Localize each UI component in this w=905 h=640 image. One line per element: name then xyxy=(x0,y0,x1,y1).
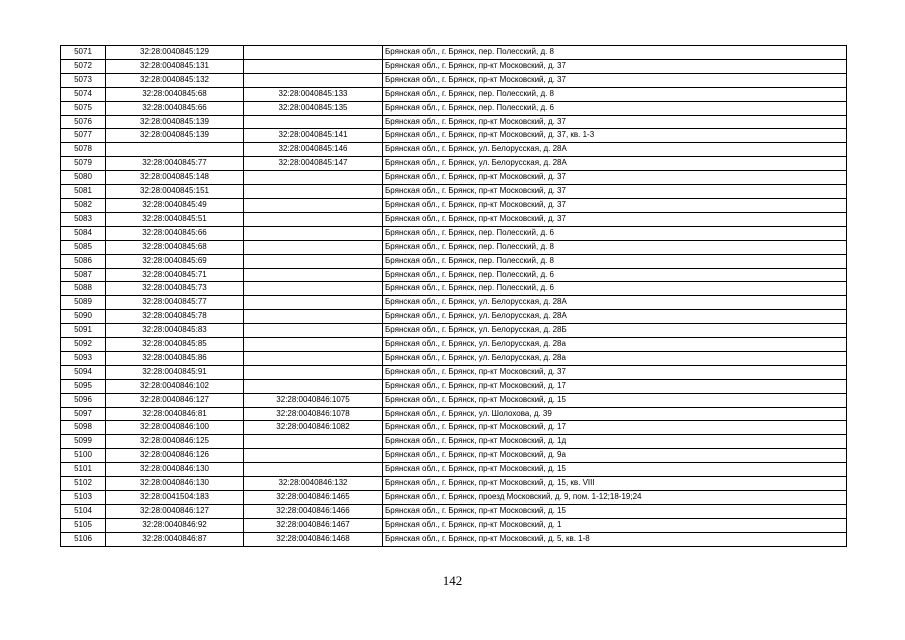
cadastral-number-cell: 32:28:0040845:86 xyxy=(106,351,244,365)
address-cell: Брянская обл., г. Брянск, ул. Белорусская, д. 28А xyxy=(383,310,847,324)
row-number-cell: 5095 xyxy=(61,379,106,393)
cadastral-number-cell: 32:28:0040845:73 xyxy=(106,282,244,296)
cadastral-number-cell: 32:28:0040845:68 xyxy=(106,240,244,254)
related-cadastral-number-cell: 32:28:0040845:147 xyxy=(244,157,383,171)
cadastral-number-cell: 32:28:0040846:100 xyxy=(106,421,244,435)
row-number-cell: 5078 xyxy=(61,143,106,157)
related-cadastral-number-cell xyxy=(244,254,383,268)
cadastral-number-cell: 32:28:0040846:127 xyxy=(106,504,244,518)
row-number-cell: 5103 xyxy=(61,491,106,505)
related-cadastral-number-cell: 32:28:0040846:1465 xyxy=(244,491,383,505)
address-cell: Брянская обл., г. Брянск, ул. Белорусская, д. 28А xyxy=(383,157,847,171)
row-number-cell: 5080 xyxy=(61,171,106,185)
related-cadastral-number-cell xyxy=(244,351,383,365)
cadastral-number-cell: 32:28:0040845:71 xyxy=(106,268,244,282)
related-cadastral-number-cell xyxy=(244,379,383,393)
address-cell: Брянская обл., г. Брянск, пер. Полесский, д. 6 xyxy=(383,226,847,240)
address-cell: Брянская обл., г. Брянск, пр-кт Московский, д. 5, кв. 1-8 xyxy=(383,532,847,546)
row-number-cell: 5092 xyxy=(61,338,106,352)
related-cadastral-number-cell: 32:28:0040846:1466 xyxy=(244,504,383,518)
table-row xyxy=(61,101,847,115)
cadastral-number-cell: 32:28:0040845:77 xyxy=(106,296,244,310)
address-cell: Брянская обл., г. Брянск, ул. Белорусская, д. 28а xyxy=(383,351,847,365)
related-cadastral-number-cell xyxy=(244,185,383,199)
row-number-cell: 5076 xyxy=(61,115,106,129)
table-row xyxy=(61,421,847,435)
address-cell: Брянская обл., г. Брянск, пр-кт Московский, д. 37 xyxy=(383,73,847,87)
related-cadastral-number-cell xyxy=(244,268,383,282)
address-cell: Брянская обл., г. Брянск, пр-кт Московский, д. 37 xyxy=(383,198,847,212)
related-cadastral-number-cell xyxy=(244,296,383,310)
cadastral-number-cell: 32:28:0040845:139 xyxy=(106,115,244,129)
cadastral-number-cell: 32:28:0040845:132 xyxy=(106,73,244,87)
address-cell: Брянская обл., г. Брянск, пер. Полесский, д. 8 xyxy=(383,240,847,254)
cadastral-number-cell: 32:28:0040846:102 xyxy=(106,379,244,393)
table-row xyxy=(61,338,847,352)
table-row xyxy=(61,129,847,143)
related-cadastral-number-cell: 32:28:0040846:1082 xyxy=(244,421,383,435)
table-row xyxy=(61,532,847,546)
cadastral-number-cell: 32:28:0040845:69 xyxy=(106,254,244,268)
cadastral-number-cell: 32:28:0040846:130 xyxy=(106,477,244,491)
table-row xyxy=(61,87,847,101)
cadastral-number-cell xyxy=(106,143,244,157)
row-number-cell: 5074 xyxy=(61,87,106,101)
related-cadastral-number-cell: 32:28:0040846:132 xyxy=(244,477,383,491)
address-cell: Брянская обл., г. Брянск, проезд Московский, д. 9, пом. 1-12;18-19;24 xyxy=(383,491,847,505)
related-cadastral-number-cell xyxy=(244,338,383,352)
table-row xyxy=(61,198,847,212)
cadastral-number-cell: 32:28:0040846:125 xyxy=(106,435,244,449)
cadastral-number-cell: 32:28:0040845:151 xyxy=(106,185,244,199)
cadastral-number-cell: 32:28:0040846:81 xyxy=(106,407,244,421)
address-cell: Брянская обл., г. Брянск, ул. Белорусская, д. 28А xyxy=(383,296,847,310)
row-number-cell: 5106 xyxy=(61,532,106,546)
cadastral-number-cell: 32:28:0040845:51 xyxy=(106,212,244,226)
table-row xyxy=(61,157,847,171)
address-cell: Брянская обл., г. Брянск, ул. Белорусская, д. 28Б xyxy=(383,324,847,338)
cadastral-number-cell: 32:28:0040846:92 xyxy=(106,518,244,532)
table-row xyxy=(61,351,847,365)
related-cadastral-number-cell xyxy=(244,282,383,296)
table-row xyxy=(61,407,847,421)
related-cadastral-number-cell xyxy=(244,324,383,338)
address-cell: Брянская обл., г. Брянск, пр-кт Московский, д. 9а xyxy=(383,449,847,463)
cadastral-number-cell: 32:28:0040846:87 xyxy=(106,532,244,546)
related-cadastral-number-cell xyxy=(244,226,383,240)
table-row xyxy=(61,477,847,491)
address-cell: Брянская обл., г. Брянск, ул. Шолохова, д. 39 xyxy=(383,407,847,421)
table-row xyxy=(61,115,847,129)
row-number-cell: 5093 xyxy=(61,351,106,365)
table-row xyxy=(61,143,847,157)
row-number-cell: 5075 xyxy=(61,101,106,115)
address-cell: Брянская обл., г. Брянск, пр-кт Московский, д. 37 xyxy=(383,59,847,73)
table-row xyxy=(61,491,847,505)
address-cell: Брянская обл., г. Брянск, пр-кт Московский, д. 1д xyxy=(383,435,847,449)
cadastral-number-cell: 32:28:0040845:66 xyxy=(106,226,244,240)
row-number-cell: 5091 xyxy=(61,324,106,338)
related-cadastral-number-cell: 32:28:0040846:1075 xyxy=(244,393,383,407)
related-cadastral-number-cell: 32:28:0040845:141 xyxy=(244,129,383,143)
related-cadastral-number-cell xyxy=(244,59,383,73)
address-cell: Брянская обл., г. Брянск, пер. Полесский, д. 8 xyxy=(383,87,847,101)
row-number-cell: 5072 xyxy=(61,59,106,73)
address-cell: Брянская обл., г. Брянск, пр-кт Московский, д. 17 xyxy=(383,379,847,393)
address-cell: Брянская обл., г. Брянск, пр-кт Московский, д. 37 xyxy=(383,185,847,199)
table-row xyxy=(61,46,847,60)
cadastral-number-cell: 32:28:0040845:66 xyxy=(106,101,244,115)
row-number-cell: 5102 xyxy=(61,477,106,491)
related-cadastral-number-cell xyxy=(244,212,383,226)
page-number: 142 xyxy=(442,573,463,588)
cadastral-table xyxy=(60,45,847,547)
row-number-cell: 5097 xyxy=(61,407,106,421)
row-number-cell: 5081 xyxy=(61,185,106,199)
cadastral-number-cell: 32:28:0040845:83 xyxy=(106,324,244,338)
related-cadastral-number-cell: 32:28:0040845:133 xyxy=(244,87,383,101)
address-cell: Брянская обл., г. Брянск, пр-кт Московский, д. 15, кв. VIII xyxy=(383,477,847,491)
related-cadastral-number-cell xyxy=(244,46,383,60)
cadastral-number-cell: 32:28:0040846:130 xyxy=(106,463,244,477)
row-number-cell: 5083 xyxy=(61,212,106,226)
cadastral-number-cell: 32:28:0040845:77 xyxy=(106,157,244,171)
cadastral-number-cell: 32:28:0040845:49 xyxy=(106,198,244,212)
address-cell: Брянская обл., г. Брянск, пр-кт Московский, д. 15 xyxy=(383,393,847,407)
related-cadastral-number-cell xyxy=(244,240,383,254)
table-row xyxy=(61,73,847,87)
row-number-cell: 5077 xyxy=(61,129,106,143)
table-row xyxy=(61,379,847,393)
address-cell: Брянская обл., г. Брянск, пер. Полесский, д. 8 xyxy=(383,46,847,60)
address-cell: Брянская обл., г. Брянск, пер. Полесский, д. 6 xyxy=(383,268,847,282)
address-cell: Брянская обл., г. Брянск, пр-кт Московский, д. 15 xyxy=(383,504,847,518)
table-row xyxy=(61,435,847,449)
row-number-cell: 5094 xyxy=(61,365,106,379)
related-cadastral-number-cell: 32:28:0040846:1467 xyxy=(244,518,383,532)
related-cadastral-number-cell xyxy=(244,435,383,449)
table-row xyxy=(61,324,847,338)
address-cell: Брянская обл., г. Брянск, пер. Полесский, д. 6 xyxy=(383,282,847,296)
cadastral-number-cell: 32:28:0040845:85 xyxy=(106,338,244,352)
row-number-cell: 5100 xyxy=(61,449,106,463)
address-cell: Брянская обл., г. Брянск, пер. Полесский, д. 6 xyxy=(383,101,847,115)
cadastral-number-cell: 32:28:0040846:126 xyxy=(106,449,244,463)
related-cadastral-number-cell: 32:28:0040845:146 xyxy=(244,143,383,157)
related-cadastral-number-cell xyxy=(244,365,383,379)
address-cell: Брянская обл., г. Брянск, пр-кт Московский, д. 37 xyxy=(383,115,847,129)
row-number-cell: 5082 xyxy=(61,198,106,212)
cadastral-number-cell: 32:28:0040845:148 xyxy=(106,171,244,185)
related-cadastral-number-cell xyxy=(244,310,383,324)
table-row xyxy=(61,518,847,532)
cadastral-number-cell: 32:28:0040845:91 xyxy=(106,365,244,379)
cadastral-number-cell: 32:28:0040845:78 xyxy=(106,310,244,324)
row-number-cell: 5104 xyxy=(61,504,106,518)
cadastral-number-cell: 32:28:0041504:183 xyxy=(106,491,244,505)
table-row xyxy=(61,240,847,254)
row-number-cell: 5105 xyxy=(61,518,106,532)
related-cadastral-number-cell xyxy=(244,449,383,463)
row-number-cell: 5084 xyxy=(61,226,106,240)
address-cell: Брянская обл., г. Брянск, пр-кт Московский, д. 1 xyxy=(383,518,847,532)
cadastral-table-body xyxy=(61,46,847,547)
address-cell: Брянская обл., г. Брянск, пр-кт Московский, д. 37, кв. 1-3 xyxy=(383,129,847,143)
row-number-cell: 5099 xyxy=(61,435,106,449)
table-row xyxy=(61,226,847,240)
row-number-cell: 5085 xyxy=(61,240,106,254)
table-row xyxy=(61,365,847,379)
address-cell: Брянская обл., г. Брянск, пер. Полесский, д. 8 xyxy=(383,254,847,268)
table-row xyxy=(61,282,847,296)
cadastral-number-cell: 32:28:0040845:131 xyxy=(106,59,244,73)
table-row xyxy=(61,310,847,324)
table-row xyxy=(61,254,847,268)
address-cell: Брянская обл., г. Брянск, пр-кт Московский, д. 37 xyxy=(383,171,847,185)
related-cadastral-number-cell: 32:28:0040845:135 xyxy=(244,101,383,115)
related-cadastral-number-cell xyxy=(244,463,383,477)
address-cell: Брянская обл., г. Брянск, пр-кт Московский, д. 17 xyxy=(383,421,847,435)
table-row xyxy=(61,212,847,226)
related-cadastral-number-cell: 32:28:0040846:1078 xyxy=(244,407,383,421)
address-cell: Брянская обл., г. Брянск, ул. Белорусская, д. 28А xyxy=(383,143,847,157)
row-number-cell: 5098 xyxy=(61,421,106,435)
row-number-cell: 5086 xyxy=(61,254,106,268)
address-cell: Брянская обл., г. Брянск, пр-кт Московский, д. 37 xyxy=(383,365,847,379)
cadastral-number-cell: 32:28:0040845:139 xyxy=(106,129,244,143)
row-number-cell: 5090 xyxy=(61,310,106,324)
table-row xyxy=(61,504,847,518)
table-row xyxy=(61,463,847,477)
related-cadastral-number-cell xyxy=(244,115,383,129)
table-row xyxy=(61,449,847,463)
related-cadastral-number-cell: 32:28:0040846:1468 xyxy=(244,532,383,546)
row-number-cell: 5088 xyxy=(61,282,106,296)
table-row xyxy=(61,59,847,73)
address-cell: Брянская обл., г. Брянск, пр-кт Московский, д. 15 xyxy=(383,463,847,477)
row-number-cell: 5071 xyxy=(61,46,106,60)
table-row xyxy=(61,185,847,199)
cadastral-number-cell: 32:28:0040846:127 xyxy=(106,393,244,407)
related-cadastral-number-cell xyxy=(244,73,383,87)
table-row xyxy=(61,296,847,310)
related-cadastral-number-cell xyxy=(244,198,383,212)
related-cadastral-number-cell xyxy=(244,171,383,185)
row-number-cell: 5089 xyxy=(61,296,106,310)
table-row xyxy=(61,268,847,282)
cadastral-number-cell: 32:28:0040845:68 xyxy=(106,87,244,101)
address-cell: Брянская обл., г. Брянск, пр-кт Московский, д. 37 xyxy=(383,212,847,226)
row-number-cell: 5073 xyxy=(61,73,106,87)
table-row xyxy=(61,393,847,407)
row-number-cell: 5079 xyxy=(61,157,106,171)
cadastral-number-cell: 32:28:0040845:129 xyxy=(106,46,244,60)
row-number-cell: 5101 xyxy=(61,463,106,477)
row-number-cell: 5096 xyxy=(61,393,106,407)
row-number-cell: 5087 xyxy=(61,268,106,282)
address-cell: Брянская обл., г. Брянск, ул. Белорусская, д. 28а xyxy=(383,338,847,352)
table-row xyxy=(61,171,847,185)
